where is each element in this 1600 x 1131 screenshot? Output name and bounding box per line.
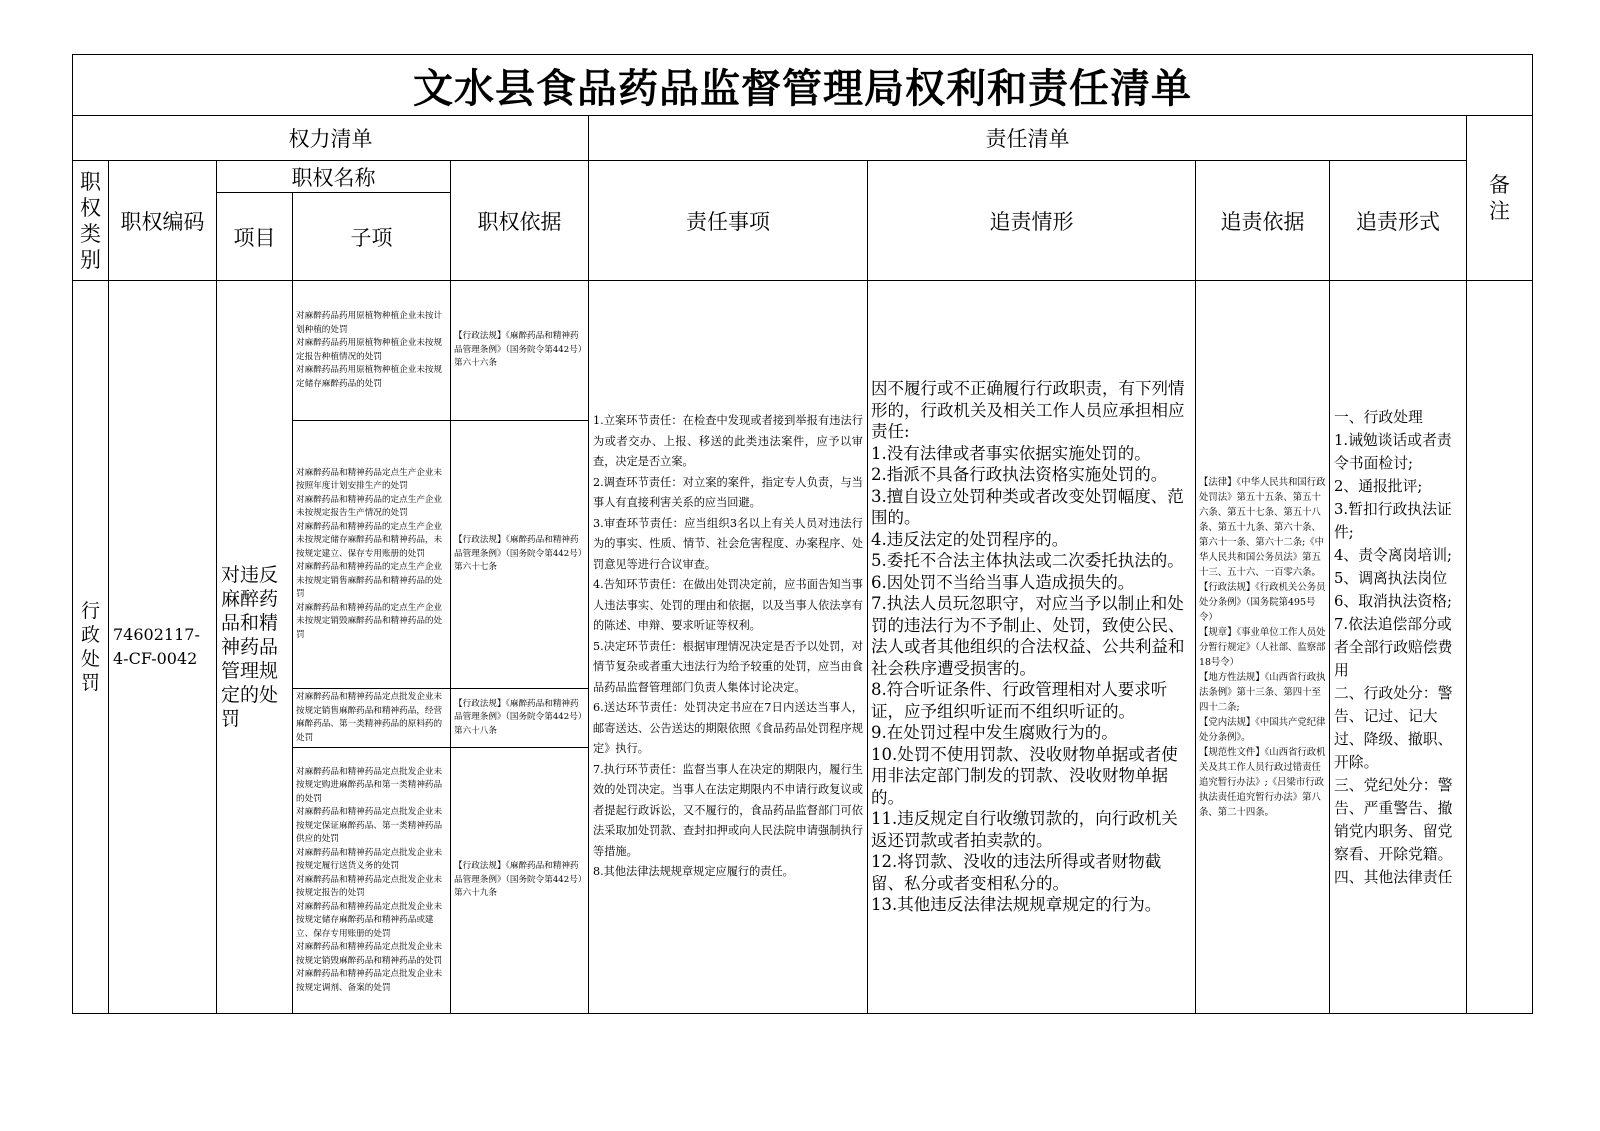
case-item: 6.因处罚不当给当事人造成损失的。	[871, 572, 1135, 592]
subitem-line: 对麻醉药品和精神药品定点批发企业未按规定保证麻醉药品、第一类精神药品供应的处罚	[296, 807, 443, 845]
case-item: 13.其他违反法律法规规章规定的行为。	[871, 895, 1162, 915]
code-header: 职权编码	[109, 161, 217, 281]
basis-item: 【规章】《事业单位工作人员处分暂行规定》（人社部、监察部18号令）	[1199, 626, 1326, 668]
form-item: 6、取消执法资格;	[1334, 592, 1452, 610]
responsibility-items-cell	[589, 281, 868, 1014]
subitem-line: 对麻醉药品和精神药品定点批发企业未按规定调剂、备案的处罚	[296, 969, 443, 993]
responsibility-item: 4.告知环节责任：在做出处罚决定前，应书面告知当事人违法事实、处罚的理由和依据，以及当事人依法享有的陈述、申辩、要求听证等权利。	[593, 578, 863, 633]
basis-header: 职权依据	[451, 161, 589, 281]
acc-basis-header: 追责依据	[1196, 161, 1330, 281]
form-item: 二、行政处分：警告、记过、记大过、降级、撤职、开除。	[1334, 684, 1453, 771]
page-title: 文水县食品药品监督管理局权利和责任清单	[73, 55, 1533, 116]
subitem-line: 对麻醉药品和精神药品定点批发企业未按规定购进麻醉药品和第一类精神药品的处罚	[296, 766, 443, 804]
accountability-cases-cell	[868, 281, 1196, 1014]
subitem-group-3	[293, 689, 451, 748]
subitem-line: 对麻醉药品和精神药品的定点生产企业未按规定销售麻醉药品和精神药品的处罚	[296, 562, 443, 600]
case-item: 7.执法人员玩忽职守，对应当予以制止和处罚的违法行为不予制止、处罚，致使公民、法人或者其他组织的合法权益、公共利益和社会秩序遭受损害的。	[871, 594, 1185, 678]
resp-items-header: 责任事项	[589, 161, 868, 281]
case-item: 2.指派不具备行政执法资格实施处罚的。	[871, 465, 1168, 485]
case-item: 4.违反法定的处罚程序的。	[871, 529, 1069, 549]
code-cell: 74602117-4-CF-0042	[109, 281, 217, 1014]
subitem-line: 对麻醉药品和精神药品定点批发企业未按规定销售麻醉药品和精神药品，经营麻醉药品、第一类精神药品的原料药的处罚	[296, 692, 443, 743]
form-item: 2、通报批评;	[1334, 477, 1423, 495]
case-item: 8.符合听证条件、行政管理相对人要求听证，应予组织听证而不组织听证的。	[871, 680, 1168, 721]
category-cell: 行 政 处 罚	[73, 281, 109, 1014]
basis-item: 【党内法规】《中国共产党纪律处分条例》。	[1199, 716, 1326, 743]
form-item: 四、其他法律责任	[1334, 868, 1453, 886]
subitem-line: 对麻醉药品和精神药品定点批发企业未按规定销毁麻醉药品和精神药品的处罚	[296, 942, 443, 966]
remarks-header: 备 注	[1467, 116, 1533, 281]
case-item: 5.委托不合法主体执法或二次委托执法的。	[871, 551, 1184, 571]
responsibility-item: 3.审查环节责任：应当组织3名以上有关人员对违法行为的事实、性质、情节、社会危害程度、办案程序、处罚意见等进行合议审查。	[593, 516, 863, 571]
responsibility-item: 5.决定环节责任：根据审理情况决定是否予以处罚，对情节复杂或者重大违法行为给予较重的处罚，应当由食品药品监督管理部门负责人集体讨论决定。	[593, 639, 863, 694]
case-item: 因不履行或不正确履行行政职责，有下列情形的，行政机关及相关工作人员应承担相应责任:	[871, 379, 1185, 442]
form-item: 7.依法追偿部分或者全部行政赔偿费用	[1334, 615, 1453, 679]
subitem-group-1	[293, 281, 451, 421]
case-item: 10.处罚不使用罚款、没收财物单据或者使用非法定部门制发的罚款、没收财物单据的。	[871, 744, 1178, 807]
form-item: 三、党纪处分：警告、严重警告、撤销党内职务、留党察看、开除党籍。	[1334, 776, 1453, 863]
subitem-group-2	[293, 421, 451, 689]
acc-cases-header: 追责情形	[868, 161, 1196, 281]
project-cell: 对违反麻醉药品和精神药品管理规定的处罚	[217, 281, 293, 1014]
acc-forms-header: 追责形式	[1330, 161, 1467, 281]
form-item: 4、责令离岗培训;	[1334, 546, 1452, 564]
case-item: 12.将罚款、没收的违法所得或者财物截留、私分或者变相私分的。	[871, 852, 1162, 893]
accountability-basis-cell	[1196, 281, 1330, 1014]
basis-group-1: 【行政法规】《麻醉药品和精神药品管理条例》（国务院令第442号）第六十六条	[451, 281, 589, 421]
form-item: 3.暂扣行政执法证件;	[1334, 500, 1452, 541]
remarks-cell	[1467, 281, 1533, 1014]
subitem-line: 对麻醉药品药用原植物种植企业未按规定储存麻醉药品的处罚	[296, 365, 443, 389]
basis-group-3: 【行政法规】《麻醉药品和精神药品管理条例》（国务院令第442号）第六十八条	[451, 689, 589, 748]
subitem-line: 对麻醉药品和精神药品的定点生产企业未按规定销毁麻醉药品和精神药品的处罚	[296, 602, 443, 640]
name-header: 职权名称	[217, 161, 451, 193]
basis-item: 【地方性法规】《山西省行政执法条例》第十三条、第四十至四十二条;	[1199, 671, 1326, 713]
responsibility-item: 6.送达环节责任：处罚决定书应在7日内送达当事人，邮寄送达、公告送达的期限依照《食品药品处罚程序规定》执行。	[593, 701, 863, 756]
case-item: 9.在处罚过程中发生腐败行为的。	[871, 723, 1118, 743]
basis-item: 【法律】《中华人民共和国行政处罚法》第五十五条、第五十六条、第五十七条、第五十八条、第五十九条、第六十条、第六十一条、第六十二条;《中华人民共和国公务员法》第五十三、五十六、一百零六条。	[1199, 476, 1326, 578]
responsibility-item: 2.调查环节责任：对立案的案件，指定专人负责，与当事人有直接利害关系的应当回避。	[593, 475, 863, 510]
accountability-forms-cell	[1330, 281, 1467, 1014]
case-item: 1.没有法律或者事实依据实施处罚的。	[871, 443, 1151, 463]
form-item: 1.诫勉谈话或者责令书面检讨;	[1334, 431, 1452, 472]
project-header: 项目	[217, 193, 293, 281]
subitem-line: 对麻醉药品和精神药品的定点生产企业未按规定报告生产情况的处罚	[296, 494, 443, 519]
subitem-line: 对麻醉药品和精神药品定点生产企业未按照年度计划安排生产的处罚	[296, 467, 443, 492]
basis-group-4: 【行政法规】《麻醉药品和精神药品管理条例》（国务院令第442号）第六十九条	[451, 748, 589, 1014]
subitem-line: 对麻醉药品药用原植物种植企业未按规定报告种植情况的处罚	[296, 338, 443, 362]
power-list-header: 权力清单	[73, 116, 589, 161]
responsibility-item: 1.立案环节责任：在检查中发现或者接到举报有违法行为或者交办、上报、移送的此类违法案件，应予以审查，决定是否立案。	[593, 414, 863, 469]
category-header: 职 权 类 别	[73, 161, 109, 281]
form-item: 一、行政处理	[1334, 408, 1423, 426]
subitem-line: 对麻醉药品药用原植物种植企业未按计划种植的处罚	[296, 311, 443, 335]
basis-item: 【行政法规】《行政机关公务员处分条例》（国务院第495号令）	[1199, 581, 1326, 623]
subitem-group-4	[293, 748, 451, 1014]
subitem-line: 对麻醉药品和精神药品定点批发企业未按规定报告的处罚	[296, 874, 443, 899]
rights-responsibility-table	[72, 54, 1533, 1014]
case-item: 3.擅自设立处罚种类或者改变处罚幅度、范围的。	[871, 486, 1184, 528]
responsibility-item: 7.执行环节责任：监督当事人在决定的期限内，履行生效的处罚决定。当事人在法定期限内不申请行政复议或者提起行政诉讼，又不履行的，食品药品监督部门可依法采取加处罚款、查封扣押或向人民法院申请强制执行等措施。	[593, 762, 863, 858]
case-item: 11.违反规定自行收缴罚款的，向行政机关返还罚款或者拍卖款的。	[871, 809, 1178, 850]
form-item: 5、调离执法岗位	[1334, 569, 1447, 587]
responsibility-list-header: 责任清单	[589, 116, 1467, 161]
responsibility-item: 8.其他法律法规规章规定应履行的责任。	[593, 865, 794, 879]
basis-group-2: 【行政法规】《麻醉药品和精神药品管理条例》（国务院令第442号）第六十七条	[451, 421, 589, 689]
basis-item: 【规范性文件】《山西省行政机关及其工作人员行政过错责任追究暂行办法》;《吕梁市行政执法责任追究暂行办法》第八条、第二十四条。	[1199, 746, 1326, 818]
subitem-line: 对麻醉药品和精神药品的定点生产企业未按规定储存麻醉药品和精神药品，未按规定建立、保存专用账册的处罚	[296, 521, 443, 559]
subitem-line: 对麻醉药品和精神药品定点批发企业未按规定履行送货义务的处罚	[296, 847, 443, 872]
document-sheet	[72, 54, 1532, 1014]
subitem-line: 对麻醉药品和精神药品定点批发企业未按规定储存麻醉药品和精神药品或建立、保存专用账册的处罚	[296, 901, 443, 939]
subitem-header: 子项	[293, 193, 451, 281]
